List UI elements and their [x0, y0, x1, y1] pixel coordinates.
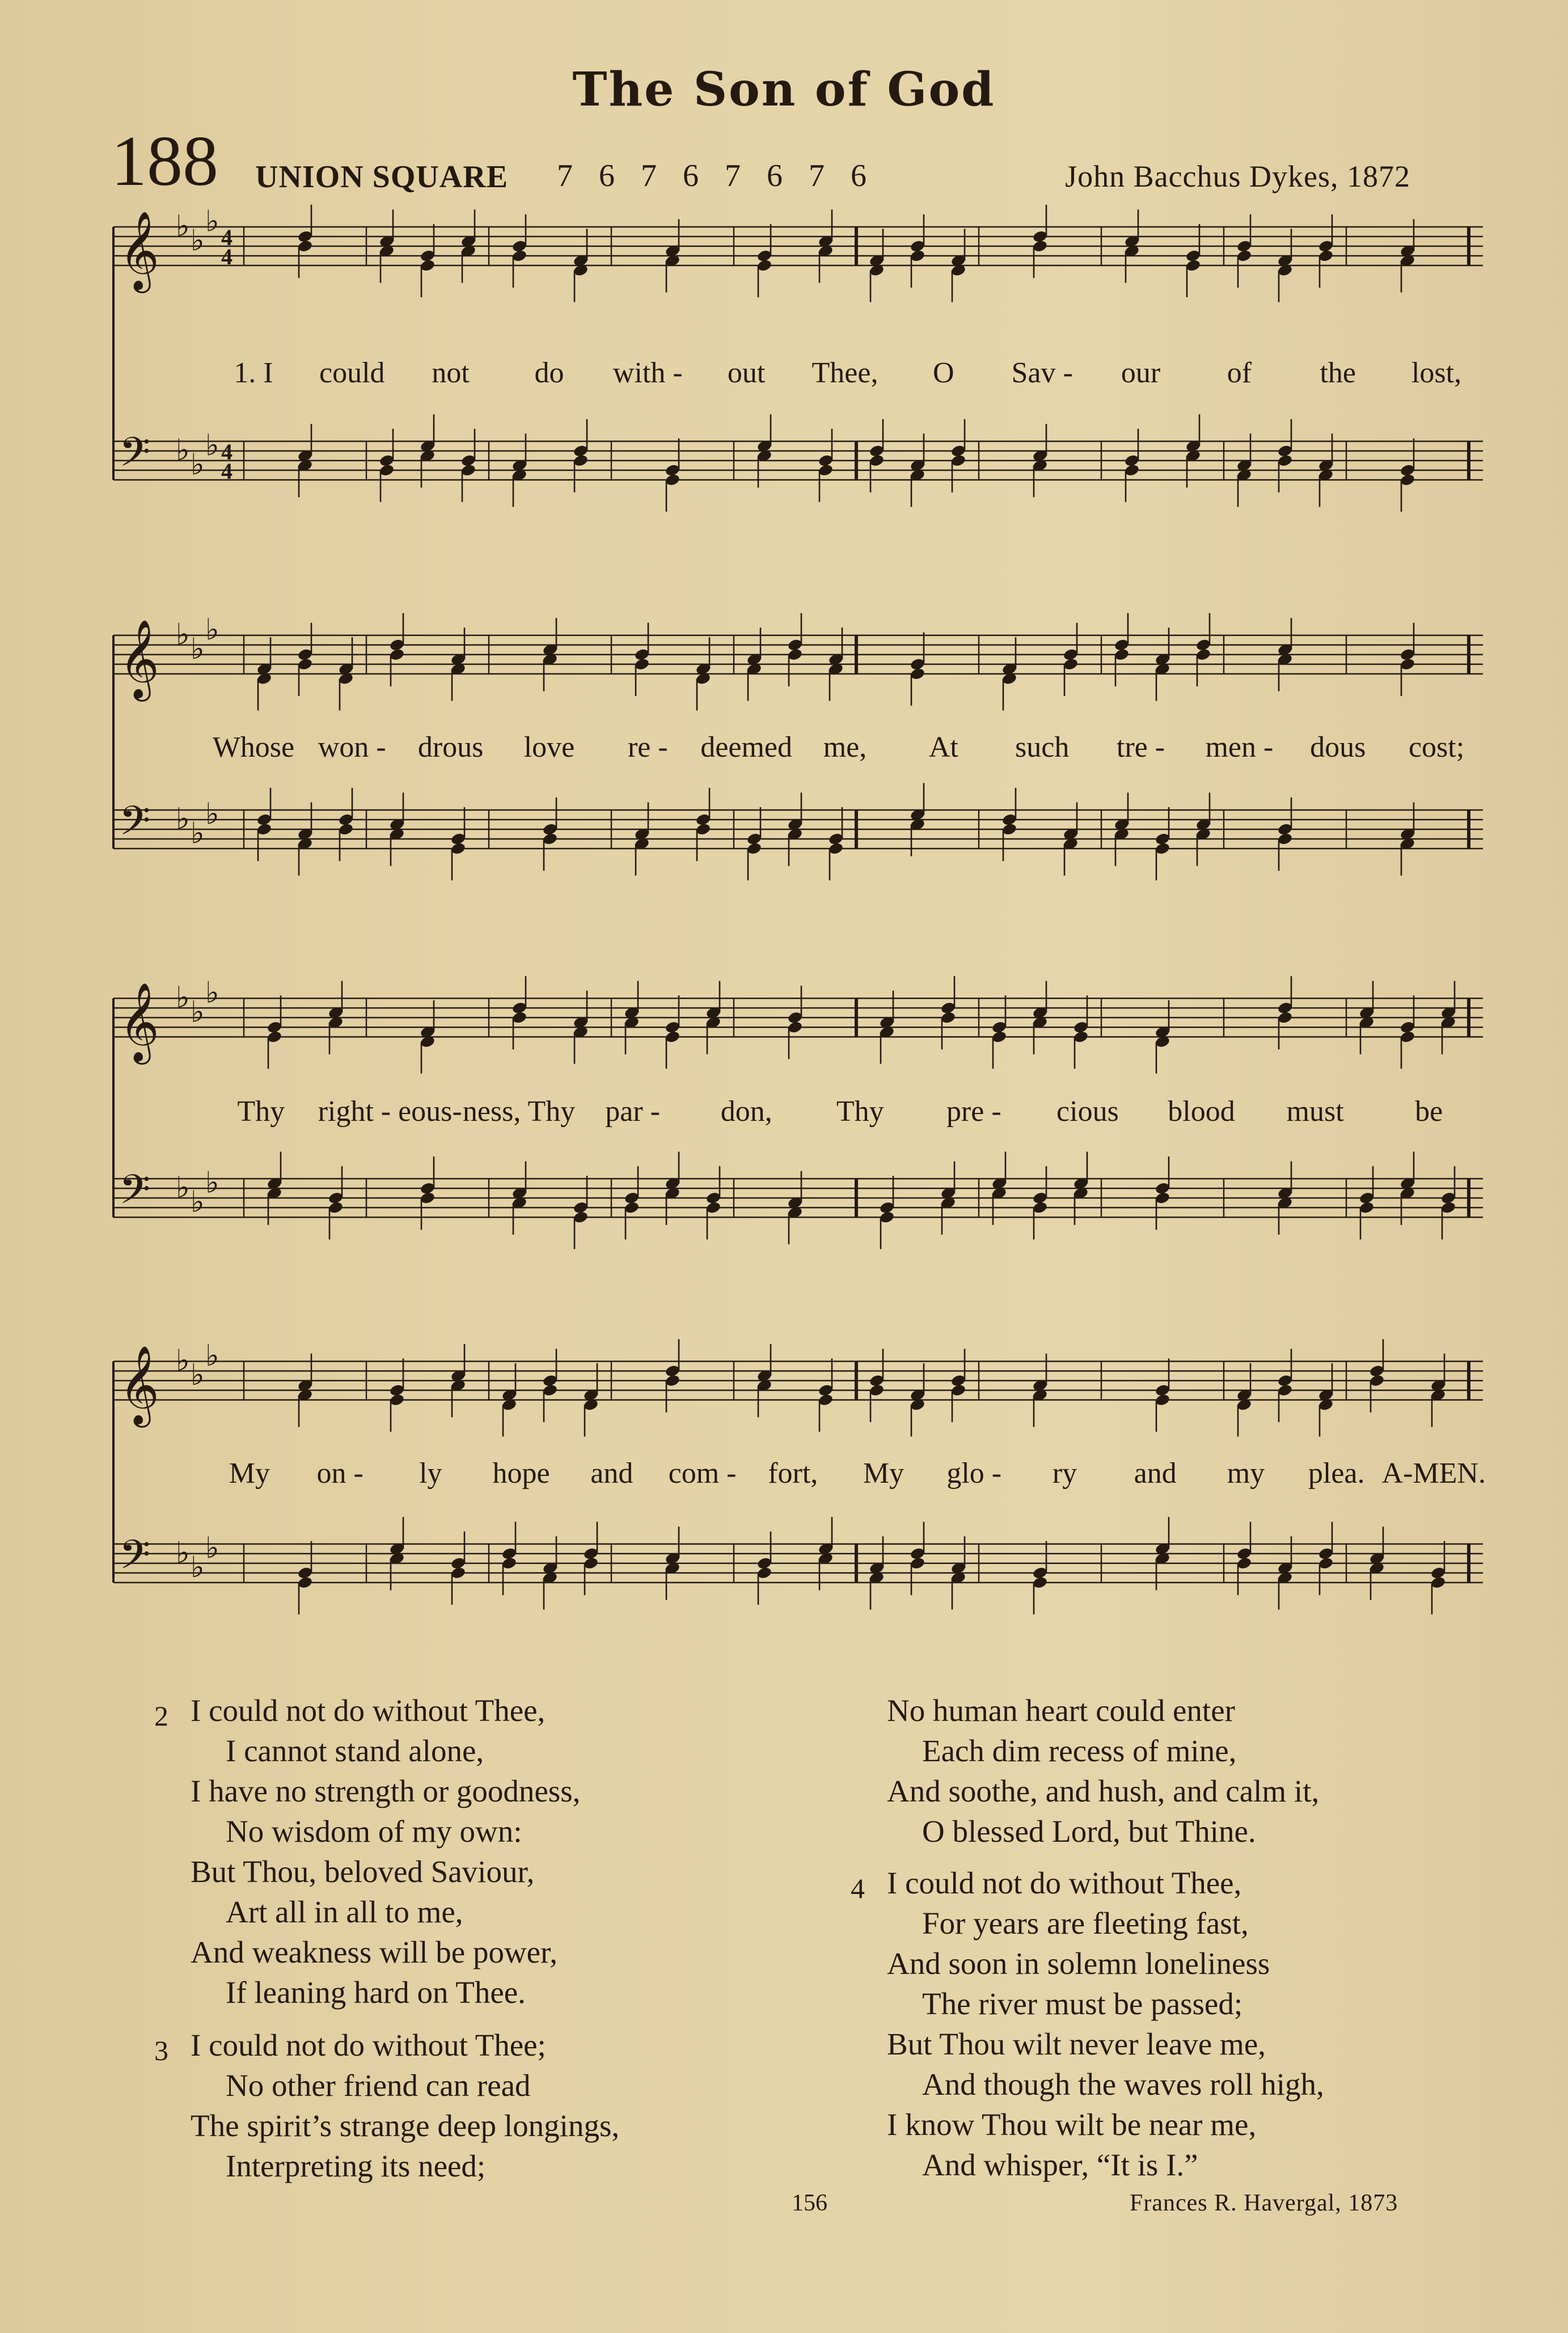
lyric-syllable: not [432, 357, 470, 389]
lyric-syllable: A-MEN. [1381, 1457, 1486, 1490]
stanza-line: And soon in solemn loneliness [887, 1946, 1270, 1981]
lyric-syllable: with - [612, 357, 683, 389]
flat-sign: ♭ [191, 816, 205, 851]
flat-sign: ♭ [191, 1550, 205, 1585]
lyric-syllable: plea. [1308, 1457, 1365, 1490]
lyric-syllable: pre - [946, 1095, 1001, 1128]
stanza-line: For years are fleeting fast, [922, 1906, 1249, 1940]
lyric-syllable: 1. I [234, 357, 273, 389]
lyric-syllable: Thy [836, 1095, 884, 1128]
lyric-line [204, 1457, 1486, 1490]
lyric-syllable: do [534, 357, 564, 389]
treble-clef: 𝄞 [119, 982, 159, 1061]
stanza-line: But Thou wilt never leave me, [887, 2027, 1266, 2061]
flat-sign: ♭ [205, 204, 219, 239]
stanza-line: If leaning hard on Thee. [226, 1975, 526, 2010]
lyric-syllable: must [1286, 1095, 1344, 1128]
lyric-syllable: My [863, 1457, 905, 1490]
stanza-number: 2 [154, 1700, 168, 1732]
stanza-line: I have no strength or goodness, [191, 1774, 581, 1808]
stanza-line: I could not do without Thee, [887, 1866, 1242, 1900]
stanza-line: The spirit’s strange deep longings, [191, 2108, 620, 2143]
stanza-line: I cannot stand alone, [226, 1733, 484, 1768]
flat-sign: ♭ [205, 1339, 219, 1373]
flat-sign: ♭ [205, 1166, 219, 1200]
bass-clef: 𝄢 [119, 798, 151, 854]
bass-clef: 𝄢 [119, 429, 151, 486]
time-signature: 4 [221, 439, 233, 465]
lyric-line [204, 356, 1486, 390]
lyric-line [204, 1095, 1486, 1128]
lyric-syllable: glo - [946, 1457, 1002, 1490]
stanza-4 [887, 1863, 1324, 2185]
lyric-syllable: ly [419, 1457, 442, 1490]
flat-sign: ♭ [191, 632, 205, 666]
stanza-line: And soothe, and hush, and calm it, [887, 1774, 1320, 1808]
stanza-3a [191, 2025, 619, 2186]
flat-sign: ♭ [176, 209, 190, 243]
lyric-syllable: cious [1056, 1095, 1119, 1128]
lyric-syllable: the [1320, 357, 1356, 389]
lyric-syllable: don, [720, 1095, 772, 1128]
flat-sign: ♭ [176, 1344, 190, 1378]
flat-sign: ♭ [191, 1358, 205, 1393]
flat-sign: ♭ [191, 448, 205, 482]
lyric-syllable: par - [605, 1095, 660, 1128]
flat-sign: ♭ [176, 1171, 190, 1205]
stanza-line: Interpreting its need; [226, 2149, 486, 2183]
stanza-line: No other friend can read [226, 2068, 531, 2103]
lyric-line [204, 731, 1486, 764]
lyric-syllable: cost; [1408, 731, 1465, 763]
lyric-syllable: My [229, 1457, 270, 1490]
lyric-syllable: our [1121, 357, 1161, 389]
meter: 7 6 7 6 7 6 7 6 [557, 158, 876, 193]
lyric-syllable: At [928, 731, 958, 763]
flat-sign: ♭ [205, 428, 219, 463]
lyric-syllable: men - [1205, 731, 1274, 763]
lyric-syllable: dous [1310, 731, 1366, 763]
lyric-syllable: love [523, 731, 575, 763]
stanza-2 [191, 1690, 580, 2013]
lyric-syllable: and [1134, 1457, 1177, 1490]
lyric-syllable: hope [492, 1457, 550, 1490]
lyric-syllable: tre - [1116, 731, 1165, 763]
time-signature: 4 [221, 458, 233, 484]
lyric-syllable: drous [417, 731, 484, 763]
lyric-syllable: com - [668, 1457, 737, 1490]
stanza-line: Art all in all to me, [226, 1895, 463, 1929]
flat-sign: ♭ [191, 223, 205, 258]
stanza-3b [887, 1690, 1319, 1851]
flat-sign: ♭ [191, 995, 205, 1030]
flat-sign: ♭ [176, 1536, 190, 1570]
lyric-syllable: deemed [700, 731, 792, 763]
lyric-syllable: Thee, [812, 357, 878, 389]
bass-clef: 𝄢 [119, 1166, 151, 1223]
flat-sign: ♭ [205, 976, 219, 1010]
lyric-syllable: fort, [768, 1457, 818, 1490]
lyric-syllable: be [1415, 1095, 1443, 1128]
time-signature: 4 [221, 225, 233, 250]
lyric-syllable: my [1227, 1457, 1265, 1490]
stanza-line: Each dim recess of mine, [922, 1733, 1237, 1768]
tune-name: UNION SQUARE [255, 159, 509, 195]
time-signature: 4 [221, 244, 233, 269]
treble-clef: 𝄞 [119, 211, 159, 290]
flat-sign: ♭ [205, 797, 219, 832]
treble-clef: 𝄞 [119, 1345, 159, 1424]
treble-clef: 𝄞 [119, 619, 159, 698]
flat-sign: ♭ [176, 433, 190, 467]
lyric-syllable: such [1015, 731, 1070, 763]
lyric-syllable: out [727, 357, 766, 389]
stanza-line: But Thou, beloved Saviour, [191, 1854, 535, 1889]
lyric-syllable: won - [318, 731, 386, 763]
stanza-line: And whisper, “It is I.” [922, 2148, 1198, 2182]
lyric-syllable: could [319, 357, 385, 389]
stanza-line: And though the waves roll high, [922, 2067, 1324, 2102]
lyric-syllable: Sav - [1011, 357, 1073, 389]
flat-sign: ♭ [191, 1185, 205, 1220]
lyric-syllable: Thy [237, 1095, 285, 1128]
flat-sign: ♭ [176, 981, 190, 1015]
flat-sign: ♭ [205, 1531, 219, 1566]
lyric-syllable: on - [316, 1457, 364, 1490]
stanza-line: No wisdom of my own: [226, 1814, 522, 1849]
stanza-line: O blessed Lord, but Thine. [922, 1814, 1256, 1849]
lyric-syllable: lost, [1411, 357, 1462, 389]
lyric-syllable: me, [823, 731, 867, 763]
lyric-syllable: right - eous- [318, 1095, 462, 1128]
stanza-line: I know Thou wilt be near me, [887, 2107, 1257, 2142]
flat-sign: ♭ [176, 618, 190, 652]
stanza-line: I could not do without Thee; [191, 2028, 546, 2062]
lyric-syllable: of [1227, 357, 1252, 389]
stanza-line: I could not do without Thee, [191, 1693, 546, 1728]
composer: John Bacchus Dykes, 1872 [1065, 159, 1410, 193]
lyric-syllable: blood [1168, 1095, 1235, 1128]
flat-sign: ♭ [205, 613, 219, 647]
lyric-syllable: ry [1052, 1457, 1077, 1490]
lyric-syllable: O [933, 357, 954, 389]
author-credit: Frances R. Havergal, 1873 [1130, 2190, 1398, 2216]
section-title: The Son of God [572, 62, 996, 117]
stanza-number: 4 [851, 1872, 865, 1904]
stanza-number: 3 [154, 2035, 168, 2066]
lyric-syllable: re - [627, 731, 668, 763]
lyric-syllable: and [590, 1457, 633, 1490]
stanza-line: The river must be passed; [922, 1986, 1243, 2021]
stanza-line: No human heart could enter [887, 1693, 1235, 1728]
lyric-syllable: Whose [212, 731, 295, 763]
flat-sign: ♭ [176, 802, 190, 836]
stanza-line: And weakness will be power, [191, 1935, 557, 1969]
lyric-syllable: ness, Thy [462, 1095, 576, 1128]
hymn-number: 188 [111, 122, 218, 201]
page-number: 156 [792, 2190, 827, 2216]
bass-clef: 𝄢 [119, 1532, 151, 1588]
